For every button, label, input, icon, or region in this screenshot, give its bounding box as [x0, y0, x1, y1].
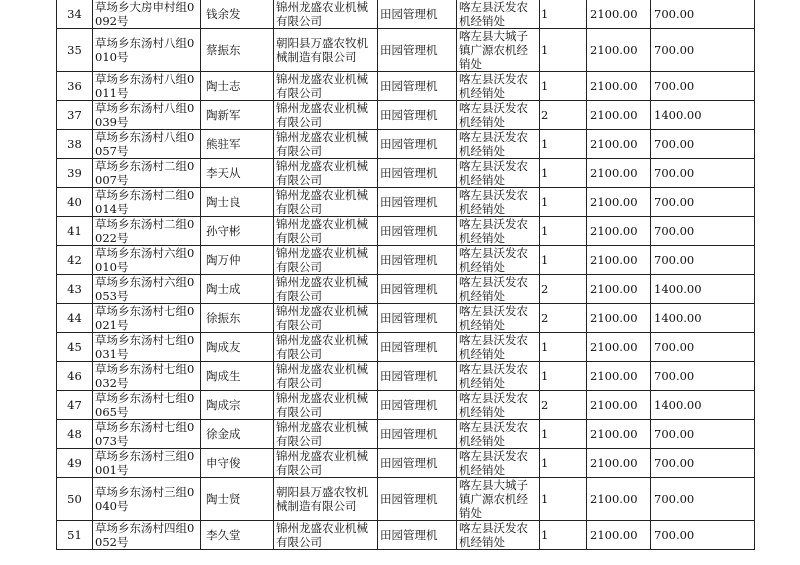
machine-type-cell: 田园管理机 — [378, 130, 457, 159]
farmer-name-cell: 申守俊 — [201, 449, 274, 478]
manufacturer-cell: 锦州龙盛农业机械有限公司 — [274, 72, 378, 101]
farmer-name-cell: 孙守彬 — [201, 217, 274, 246]
table-row — [57, 304, 755, 333]
row-number-cell: 38 — [57, 130, 93, 159]
total-subsidy-cell: 700.00 — [651, 72, 755, 101]
dealer-cell: 喀左县沃发农机经销处 — [457, 449, 540, 478]
farmer-name-cell: 熊驻军 — [201, 130, 274, 159]
farmer-name-cell: 钱余发 — [201, 0, 274, 29]
quantity-cell: 1 — [540, 0, 587, 29]
farmer-name-cell: 徐金成 — [201, 420, 274, 449]
manufacturer-cell: 锦州龙盛农业机械有限公司 — [274, 362, 378, 391]
address-cell: 草场乡东汤村二组0007号 — [93, 159, 201, 188]
table-row — [57, 217, 755, 246]
total-subsidy-cell: 700.00 — [651, 188, 755, 217]
unit-subsidy-cell: 2100.00 — [587, 29, 651, 72]
quantity-cell: 1 — [540, 449, 587, 478]
subsidy-list-sheet — [56, 0, 755, 550]
unit-subsidy-cell: 2100.00 — [587, 275, 651, 304]
total-subsidy-cell: 700.00 — [651, 362, 755, 391]
machine-type-cell: 田园管理机 — [378, 246, 457, 275]
farmer-name-cell: 陶新军 — [201, 101, 274, 130]
row-number-cell: 42 — [57, 246, 93, 275]
address-cell: 草场乡东汤村二组0014号 — [93, 188, 201, 217]
farmer-name-cell: 陶成生 — [201, 362, 274, 391]
row-number-cell: 36 — [57, 72, 93, 101]
total-subsidy-cell: 700.00 — [651, 449, 755, 478]
manufacturer-cell: 锦州龙盛农业机械有限公司 — [274, 333, 378, 362]
row-number-cell: 50 — [57, 478, 93, 521]
dealer-cell: 喀左县沃发农机经销处 — [457, 521, 540, 550]
machine-type-cell: 田园管理机 — [378, 159, 457, 188]
unit-subsidy-cell: 2100.00 — [587, 521, 651, 550]
quantity-cell: 1 — [540, 478, 587, 521]
row-number-cell: 45 — [57, 333, 93, 362]
address-cell: 草场乡东汤村七组0065号 — [93, 391, 201, 420]
dealer-cell: 喀左县沃发农机经销处 — [457, 391, 540, 420]
table-row — [57, 449, 755, 478]
unit-subsidy-cell: 2100.00 — [587, 130, 651, 159]
dealer-cell: 喀左县沃发农机经销处 — [457, 275, 540, 304]
unit-subsidy-cell: 2100.00 — [587, 304, 651, 333]
total-subsidy-cell: 700.00 — [651, 420, 755, 449]
row-number-cell: 48 — [57, 420, 93, 449]
dealer-cell: 喀左县沃发农机经销处 — [457, 188, 540, 217]
manufacturer-cell: 锦州龙盛农业机械有限公司 — [274, 420, 378, 449]
table-row — [57, 159, 755, 188]
row-number-cell: 37 — [57, 101, 93, 130]
manufacturer-cell: 锦州龙盛农业机械有限公司 — [274, 275, 378, 304]
farmer-name-cell: 蔡振东 — [201, 29, 274, 72]
machine-type-cell: 田园管理机 — [378, 304, 457, 333]
dealer-cell: 喀左县沃发农机经销处 — [457, 362, 540, 391]
total-subsidy-cell: 700.00 — [651, 246, 755, 275]
table-row — [57, 29, 755, 72]
unit-subsidy-cell: 2100.00 — [587, 101, 651, 130]
table-row — [57, 130, 755, 159]
farmer-name-cell: 陶士贤 — [201, 478, 274, 521]
machine-type-cell: 田园管理机 — [378, 478, 457, 521]
address-cell: 草场乡东汤村三组0001号 — [93, 449, 201, 478]
total-subsidy-cell: 700.00 — [651, 0, 755, 29]
total-subsidy-cell: 700.00 — [651, 333, 755, 362]
machine-type-cell: 田园管理机 — [378, 275, 457, 304]
address-cell: 草场乡东汤村二组0022号 — [93, 217, 201, 246]
total-subsidy-cell: 1400.00 — [651, 101, 755, 130]
dealer-cell: 喀左县沃发农机经销处 — [457, 130, 540, 159]
farmer-name-cell: 陶士志 — [201, 72, 274, 101]
row-number-cell: 47 — [57, 391, 93, 420]
unit-subsidy-cell: 2100.00 — [587, 478, 651, 521]
table-row — [57, 420, 755, 449]
address-cell: 草场乡东汤村七组0031号 — [93, 333, 201, 362]
dealer-cell: 喀左县沃发农机经销处 — [457, 72, 540, 101]
manufacturer-cell: 锦州龙盛农业机械有限公司 — [274, 391, 378, 420]
machine-type-cell: 田园管理机 — [378, 29, 457, 72]
address-cell: 草场乡东汤村六组0010号 — [93, 246, 201, 275]
machine-type-cell: 田园管理机 — [378, 362, 457, 391]
unit-subsidy-cell: 2100.00 — [587, 391, 651, 420]
address-cell: 草场乡东汤村七组0021号 — [93, 304, 201, 333]
row-number-cell: 46 — [57, 362, 93, 391]
unit-subsidy-cell: 2100.00 — [587, 362, 651, 391]
quantity-cell: 2 — [540, 304, 587, 333]
dealer-cell: 喀左县沃发农机经销处 — [457, 333, 540, 362]
dealer-cell: 喀左县沃发农机经销处 — [457, 0, 540, 29]
row-number-cell: 43 — [57, 275, 93, 304]
manufacturer-cell: 朝阳县万盛农牧机械制造有限公司 — [274, 478, 378, 521]
total-subsidy-cell: 700.00 — [651, 29, 755, 72]
quantity-cell: 1 — [540, 333, 587, 362]
farmer-name-cell: 陶成友 — [201, 333, 274, 362]
quantity-cell: 2 — [540, 101, 587, 130]
machine-type-cell: 田园管理机 — [378, 188, 457, 217]
row-number-cell: 49 — [57, 449, 93, 478]
dealer-cell: 喀左县沃发农机经销处 — [457, 101, 540, 130]
manufacturer-cell: 锦州龙盛农业机械有限公司 — [274, 304, 378, 333]
manufacturer-cell: 锦州龙盛农业机械有限公司 — [274, 246, 378, 275]
row-number-cell: 40 — [57, 188, 93, 217]
machine-type-cell: 田园管理机 — [378, 101, 457, 130]
dealer-cell: 喀左县沃发农机经销处 — [457, 420, 540, 449]
table-row — [57, 275, 755, 304]
table-row — [57, 521, 755, 550]
dealer-cell: 喀左县大城子镇广源农机经销处 — [457, 478, 540, 521]
farmer-name-cell: 李天从 — [201, 159, 274, 188]
quantity-cell: 1 — [540, 217, 587, 246]
manufacturer-cell: 锦州龙盛农业机械有限公司 — [274, 159, 378, 188]
total-subsidy-cell: 700.00 — [651, 130, 755, 159]
quantity-cell: 1 — [540, 362, 587, 391]
address-cell: 草场乡东汤村七组0032号 — [93, 362, 201, 391]
farmer-name-cell: 李久堂 — [201, 521, 274, 550]
total-subsidy-cell: 1400.00 — [651, 391, 755, 420]
quantity-cell: 2 — [540, 275, 587, 304]
address-cell: 草场乡东汤村八组0010号 — [93, 29, 201, 72]
dealer-cell: 喀左县大城子镇广源农机经销处 — [457, 29, 540, 72]
total-subsidy-cell: 700.00 — [651, 159, 755, 188]
machine-type-cell: 田园管理机 — [378, 0, 457, 29]
farmer-name-cell: 徐振东 — [201, 304, 274, 333]
manufacturer-cell: 锦州龙盛农业机械有限公司 — [274, 0, 378, 29]
dealer-cell: 喀左县沃发农机经销处 — [457, 159, 540, 188]
farmer-name-cell: 陶士良 — [201, 188, 274, 217]
row-number-cell: 41 — [57, 217, 93, 246]
machine-type-cell: 田园管理机 — [378, 521, 457, 550]
row-number-cell: 39 — [57, 159, 93, 188]
manufacturer-cell: 锦州龙盛农业机械有限公司 — [274, 449, 378, 478]
table-body — [57, 0, 755, 550]
quantity-cell: 1 — [540, 29, 587, 72]
manufacturer-cell: 锦州龙盛农业机械有限公司 — [274, 521, 378, 550]
address-cell: 草场乡东汤村六组0053号 — [93, 275, 201, 304]
manufacturer-cell: 锦州龙盛农业机械有限公司 — [274, 101, 378, 130]
total-subsidy-cell: 700.00 — [651, 521, 755, 550]
row-number-cell: 44 — [57, 304, 93, 333]
unit-subsidy-cell: 2100.00 — [587, 333, 651, 362]
row-number-cell: 51 — [57, 521, 93, 550]
unit-subsidy-cell: 2100.00 — [587, 72, 651, 101]
unit-subsidy-cell: 2100.00 — [587, 420, 651, 449]
address-cell: 草场乡东汤村四组0052号 — [93, 521, 201, 550]
unit-subsidy-cell: 2100.00 — [587, 0, 651, 29]
unit-subsidy-cell: 2100.00 — [587, 246, 651, 275]
farmer-name-cell: 陶成宗 — [201, 391, 274, 420]
table-row — [57, 101, 755, 130]
machine-type-cell: 田园管理机 — [378, 333, 457, 362]
table-row — [57, 391, 755, 420]
total-subsidy-cell: 700.00 — [651, 478, 755, 521]
address-cell: 草场乡东汤村八组0011号 — [93, 72, 201, 101]
table-row — [57, 72, 755, 101]
row-number-cell: 35 — [57, 29, 93, 72]
dealer-cell: 喀左县沃发农机经销处 — [457, 246, 540, 275]
address-cell: 草场乡东汤村七组0073号 — [93, 420, 201, 449]
total-subsidy-cell: 700.00 — [651, 217, 755, 246]
manufacturer-cell: 朝阳县万盛农牧机械制造有限公司 — [274, 29, 378, 72]
machine-type-cell: 田园管理机 — [378, 72, 457, 101]
quantity-cell: 1 — [540, 159, 587, 188]
quantity-cell: 2 — [540, 391, 587, 420]
quantity-cell: 1 — [540, 72, 587, 101]
row-number-cell: 34 — [57, 0, 93, 29]
table-row — [57, 333, 755, 362]
machine-type-cell: 田园管理机 — [378, 449, 457, 478]
unit-subsidy-cell: 2100.00 — [587, 217, 651, 246]
address-cell: 草场乡东汤村三组0040号 — [93, 478, 201, 521]
machine-type-cell: 田园管理机 — [378, 391, 457, 420]
quantity-cell: 1 — [540, 521, 587, 550]
address-cell: 草场乡东汤村八组0039号 — [93, 101, 201, 130]
quantity-cell: 1 — [540, 130, 587, 159]
table-row — [57, 188, 755, 217]
manufacturer-cell: 锦州龙盛农业机械有限公司 — [274, 217, 378, 246]
machine-type-cell: 田园管理机 — [378, 217, 457, 246]
address-cell: 草场乡大房申村组0092号 — [93, 0, 201, 29]
total-subsidy-cell: 1400.00 — [651, 304, 755, 333]
manufacturer-cell: 锦州龙盛农业机械有限公司 — [274, 130, 378, 159]
dealer-cell: 喀左县沃发农机经销处 — [457, 217, 540, 246]
total-subsidy-cell: 1400.00 — [651, 275, 755, 304]
unit-subsidy-cell: 2100.00 — [587, 449, 651, 478]
address-cell: 草场乡东汤村八组0057号 — [93, 130, 201, 159]
quantity-cell: 1 — [540, 188, 587, 217]
quantity-cell: 1 — [540, 420, 587, 449]
unit-subsidy-cell: 2100.00 — [587, 159, 651, 188]
machine-type-cell: 田园管理机 — [378, 420, 457, 449]
table-row — [57, 0, 755, 29]
manufacturer-cell: 锦州龙盛农业机械有限公司 — [274, 188, 378, 217]
farmer-name-cell: 陶万仲 — [201, 246, 274, 275]
table-row — [57, 362, 755, 391]
dealer-cell: 喀左县沃发农机经销处 — [457, 304, 540, 333]
table-row — [57, 246, 755, 275]
farmer-name-cell: 陶士成 — [201, 275, 274, 304]
subsidy-table — [56, 0, 755, 550]
table-row — [57, 478, 755, 521]
quantity-cell: 1 — [540, 246, 587, 275]
unit-subsidy-cell: 2100.00 — [587, 188, 651, 217]
